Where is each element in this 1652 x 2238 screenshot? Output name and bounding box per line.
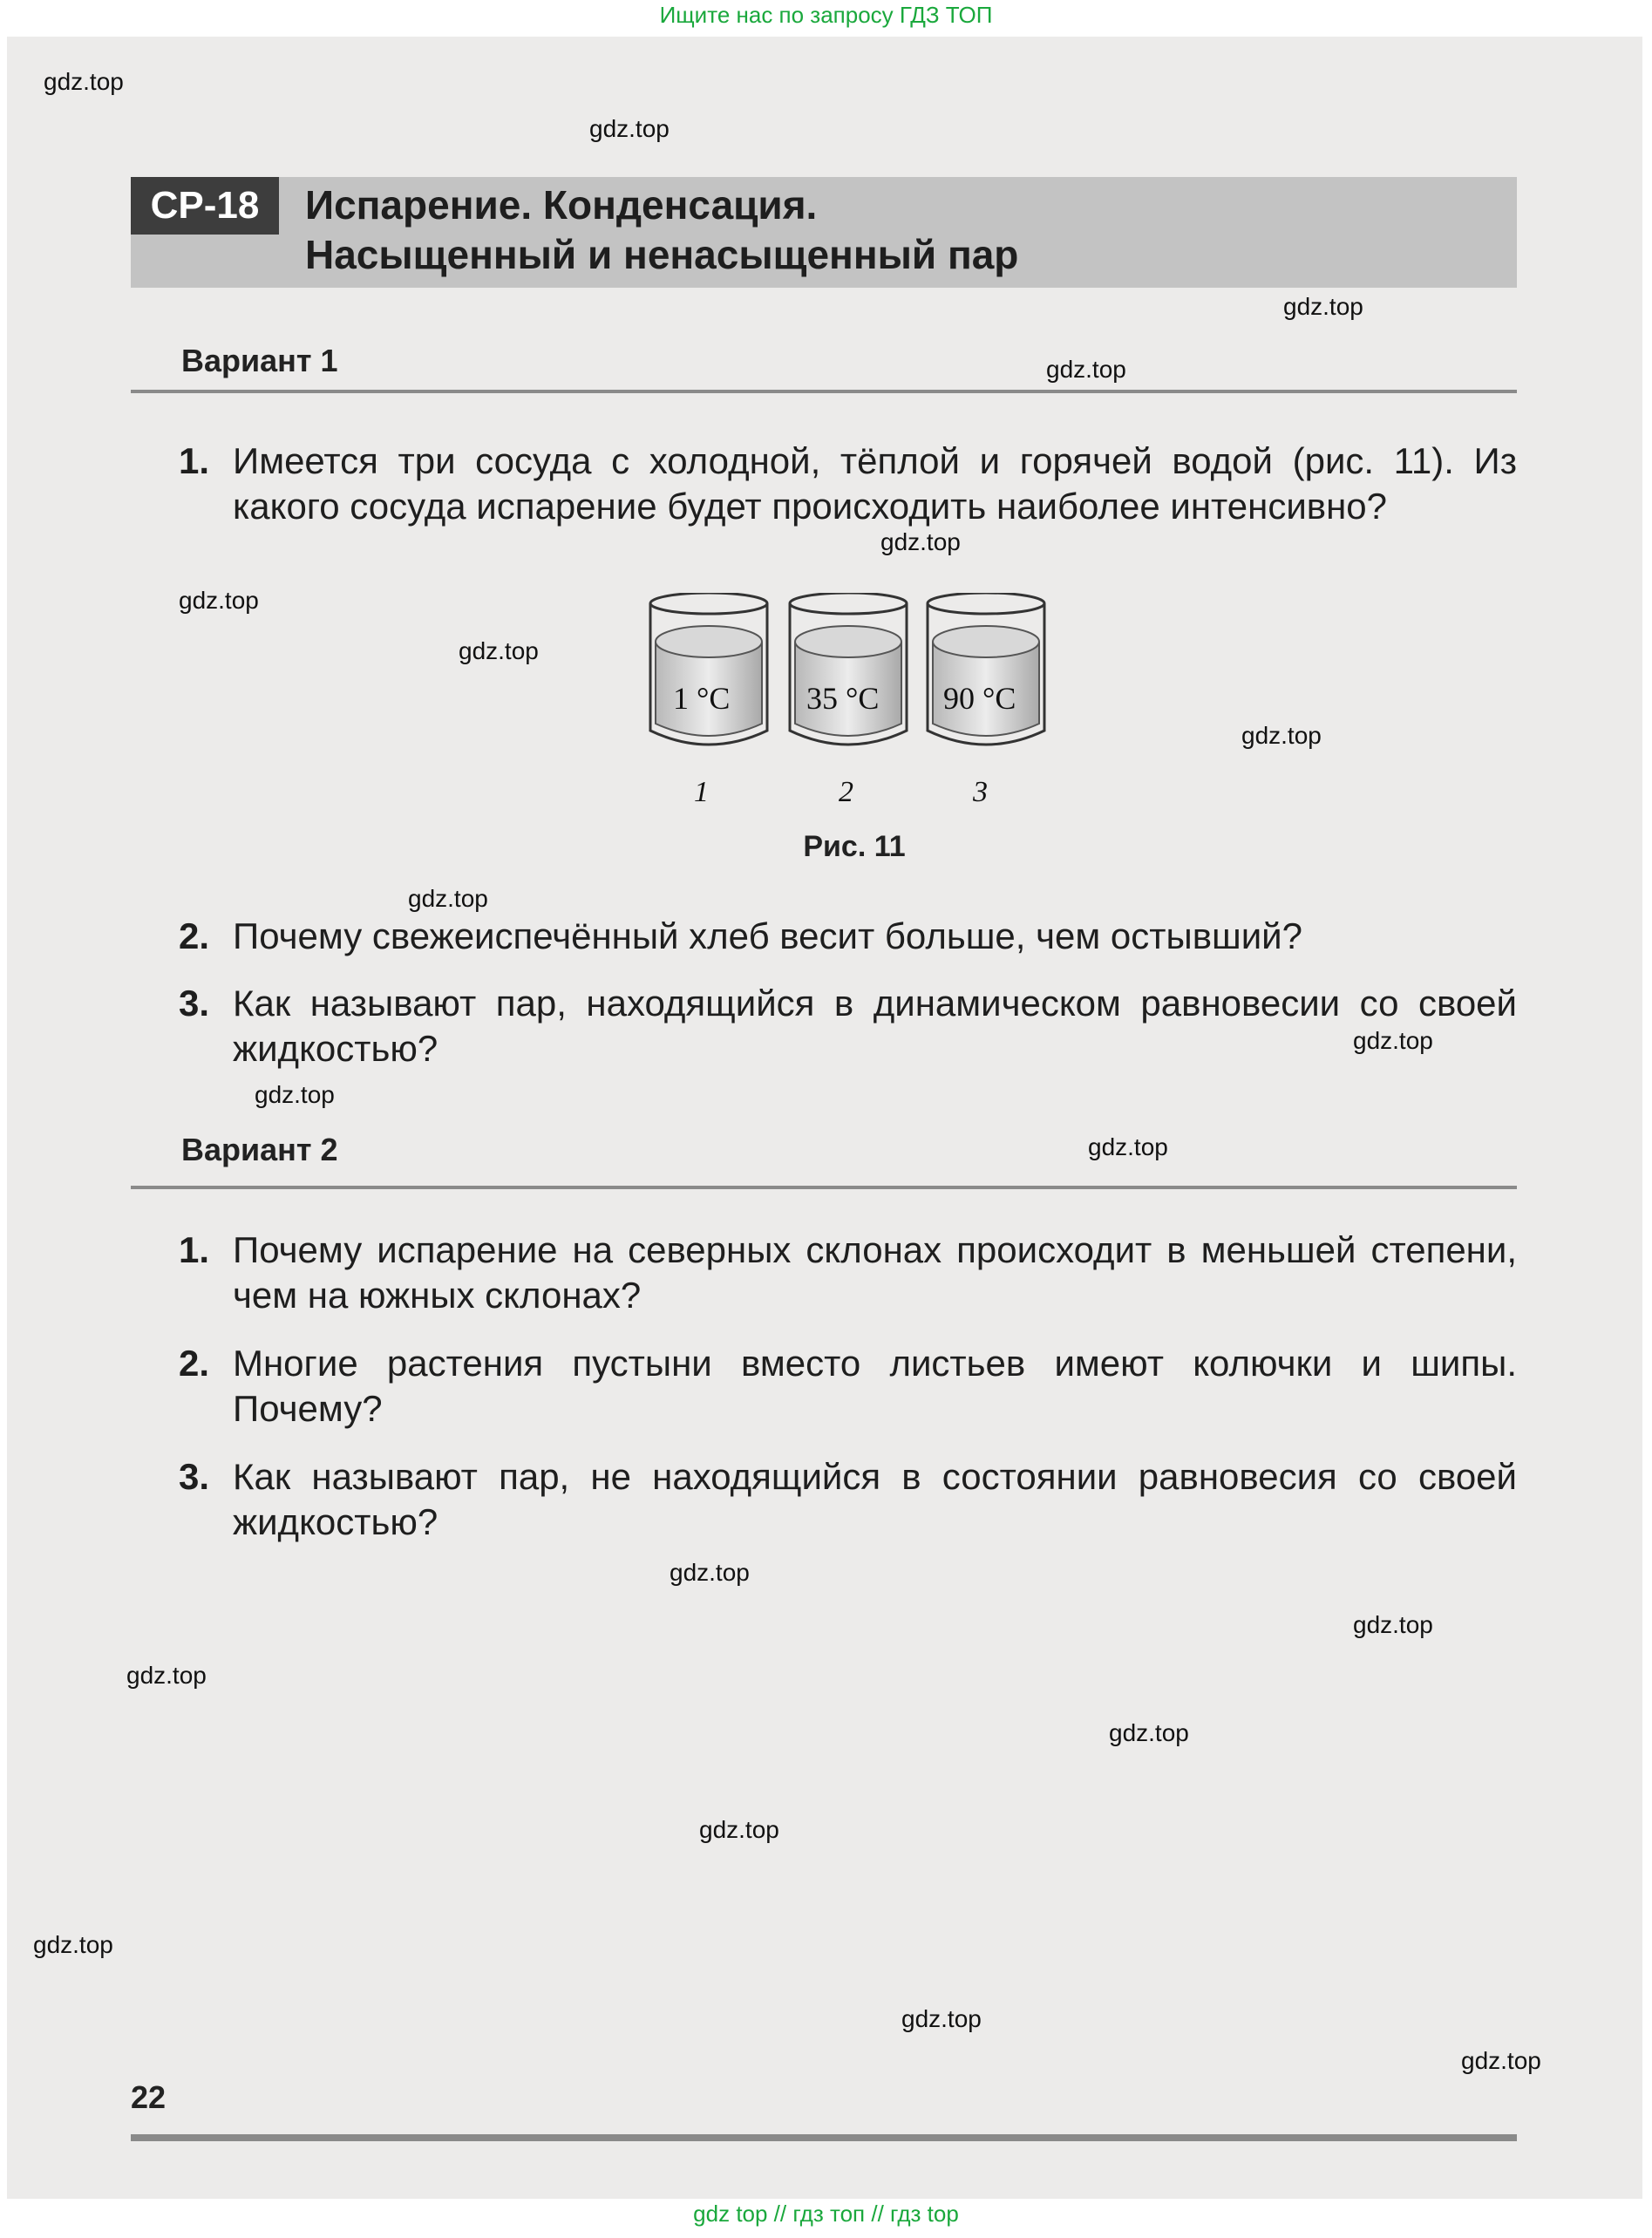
watermark: gdz.top xyxy=(459,637,539,664)
watermark: gdz.top xyxy=(255,1081,335,1108)
watermark: gdz.top xyxy=(699,1816,779,1843)
watermark: gdz.top xyxy=(44,68,124,95)
question-number: 2. xyxy=(179,1343,210,1384)
watermark: gdz.top xyxy=(1283,293,1363,320)
figure-caption: Рис. 11 xyxy=(803,830,906,863)
question-number: 2. xyxy=(179,915,210,956)
variant1-rule xyxy=(131,390,1517,393)
question-number: 3. xyxy=(179,1456,210,1497)
watermark: gdz.top xyxy=(408,885,488,912)
vessel-3-temperature: 90 °C xyxy=(943,681,1016,716)
watermark: gdz.top xyxy=(1461,2047,1541,2074)
vessel-2-number: 2 xyxy=(839,776,853,808)
watermark: gdz.top xyxy=(589,115,670,142)
variant2-question-2 xyxy=(179,1341,1517,1432)
question-number: 1. xyxy=(179,1229,210,1270)
bottom-rule xyxy=(131,2134,1517,2141)
question-number: 1. xyxy=(179,440,210,481)
bottom-banner[interactable]: gdz top // гдз топ // гдз top xyxy=(693,2201,959,2227)
question-text: Имеется три сосуда с холодной, тёплой и горячей водой (рис. 11). Из какого сосуда испарение будет происходить наиболее интенсивно? xyxy=(233,440,1517,527)
question-text: Как называют пар, не находящийся в состоянии равновесия со своей жидкостью? xyxy=(233,1456,1517,1542)
question-text: Почему испарение на северных склонах происходит в меньшей степени, чем на южных склонах? xyxy=(233,1229,1517,1316)
watermark: gdz.top xyxy=(1109,1719,1189,1746)
watermark: gdz.top xyxy=(179,587,259,614)
watermark: gdz.top xyxy=(126,1662,207,1689)
variant2-rule xyxy=(131,1186,1517,1189)
vessel-2 xyxy=(790,593,907,745)
page-title-line2: Насыщенный и ненасыщенный пар xyxy=(305,232,1019,277)
vessel-1-temperature: 1 °C xyxy=(673,681,731,716)
work-code-badge: СР-18 xyxy=(131,177,279,235)
vessel-2-temperature: 35 °C xyxy=(806,681,880,716)
variant2-question-1 xyxy=(179,1228,1517,1318)
vessel-1 xyxy=(650,593,767,745)
question-number: 3. xyxy=(179,983,210,1024)
question-text: Многие растения пустыни вместо листьев имеют колючки и шипы. Почему? xyxy=(233,1343,1517,1429)
page-number: 22 xyxy=(131,2079,167,2115)
watermark: gdz.top xyxy=(1241,722,1322,749)
watermark: gdz.top xyxy=(1353,1611,1433,1638)
variant1-question-1 xyxy=(179,439,1517,529)
question-text: Как называют пар, находящийся в динамическом равновесии со своей жидкостью? xyxy=(233,983,1517,1069)
variant1-question-3 xyxy=(179,981,1517,1071)
watermark: gdz.top xyxy=(901,2005,982,2032)
question-text: Почему свежеиспечённый хлеб весит больше, чем остывший? xyxy=(233,915,1302,956)
vessel-3 xyxy=(928,593,1044,745)
watermark: gdz.top xyxy=(33,1931,113,1958)
figure-vessels xyxy=(645,593,1064,863)
watermark: gdz.top xyxy=(880,528,961,555)
page-title-line1: Испарение. Конденсация. xyxy=(305,182,818,228)
variant2-title: Вариант 2 xyxy=(181,1132,338,1167)
watermark: gdz.top xyxy=(1088,1133,1168,1160)
watermark: gdz.top xyxy=(670,1559,750,1586)
top-banner[interactable]: Ищите нас по запросу ГДЗ ТОП xyxy=(659,2,993,28)
vessel-3-number: 3 xyxy=(973,776,988,808)
watermark: gdz.top xyxy=(1046,356,1126,383)
variant2-question-3 xyxy=(179,1454,1517,1545)
vessel-1-number: 1 xyxy=(694,776,709,808)
variant1-question-2 xyxy=(179,914,1517,959)
variant1-title: Вариант 1 xyxy=(181,343,338,378)
watermark: gdz.top xyxy=(1353,1027,1433,1054)
